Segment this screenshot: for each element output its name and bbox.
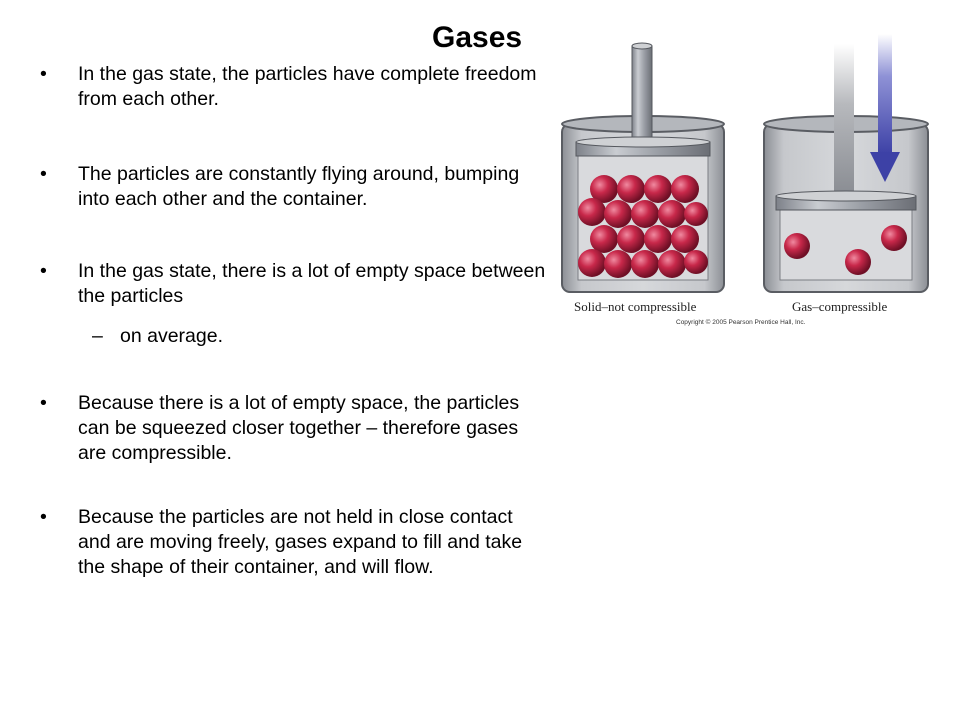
solid-cylinder [562,43,724,292]
gas-label: Gas–compressible [792,299,888,314]
sub-bullet-marker: – [92,325,103,347]
solid-label: Solid–not compressible [574,299,697,314]
sub-bullet-item [92,324,532,349]
bullet-text: In the gas state, there is a lot of empty space between the particles [78,260,546,307]
bullet-item [40,62,550,112]
bullet-marker: • [40,163,47,185]
bullet-item [40,391,550,466]
compression-arrow [870,34,900,182]
piston-illustration [556,24,946,336]
bullet-text: The particles are constantly flying around, bumping into each other and the container. [78,163,520,210]
slide-title: Gases [432,21,523,54]
bullet-marker: • [40,63,47,85]
bullet-marker: • [40,506,47,528]
bullet-marker: • [40,260,47,282]
bullet-marker: • [40,392,47,414]
bullet-text: Because the particles are not held in close contact and are moving freely, gases expand to fill and take the shape of their container, and will flow. [78,506,523,578]
bullet-item [40,259,550,309]
copyright-note: Copyright © 2005 Pearson Prentice Hall, Inc. [676,319,806,326]
bullet-text: In the gas state, the particles have complete freedom from each other. [78,63,537,110]
bullet-text: Because there is a lot of empty space, the particles can be squeezed closer together – therefore gases are compressible. [78,392,520,464]
gas-cylinder [764,34,928,292]
sub-bullet-text: on average. [120,325,223,347]
piston-figure [556,24,946,336]
bullet-item [40,505,550,580]
bullet-item [40,162,550,212]
